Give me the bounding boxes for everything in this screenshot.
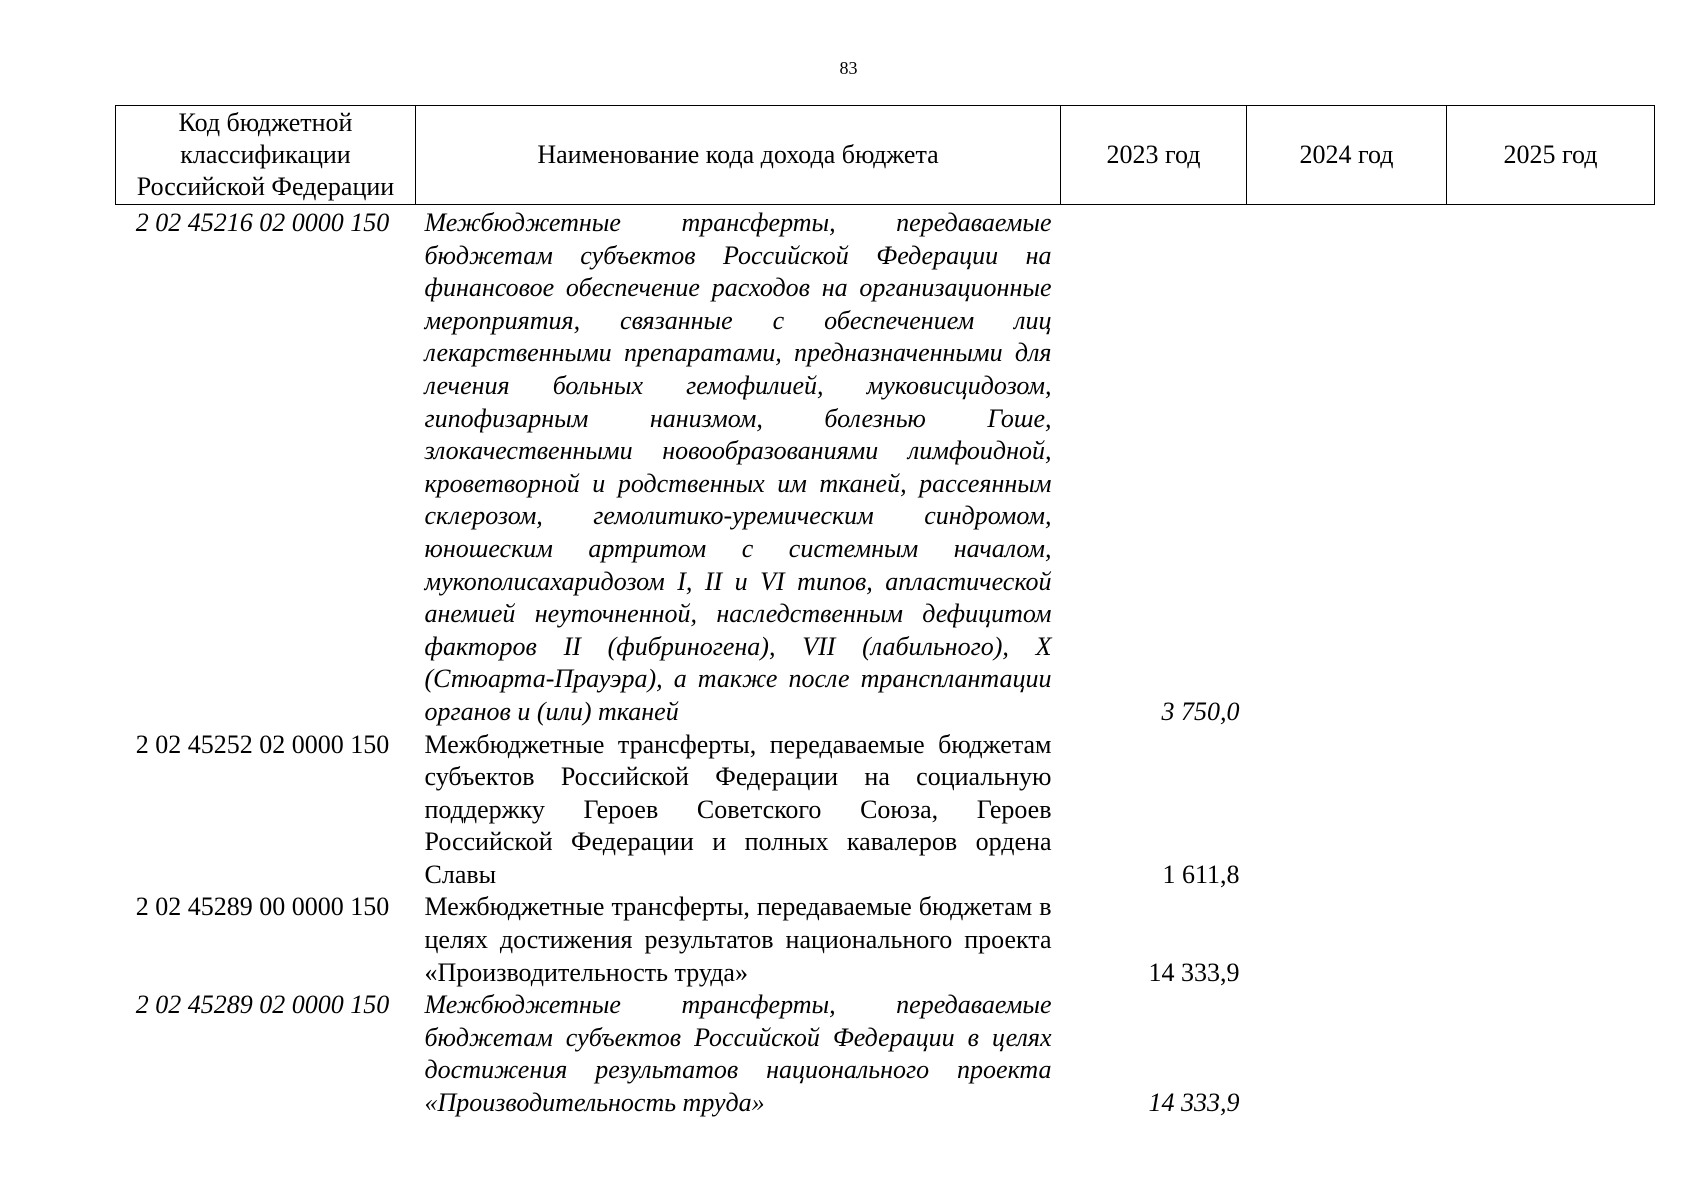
page-number: 83	[839, 58, 858, 78]
row-value-2024	[1247, 729, 1447, 892]
row-code: 2 02 45289 00 0000 150	[135, 892, 390, 922]
row-value-2023: 14 333,9	[1148, 957, 1240, 987]
row-value-2023: 3 750,0	[1161, 696, 1240, 726]
header-year-2024: 2024 год	[1247, 106, 1447, 205]
row-value-2023: 1 611,8	[1162, 859, 1240, 889]
row-value-2023: 14 333,9	[1148, 1088, 1240, 1118]
row-name: Межбюджетные трансферты, передаваемые бюджетам субъектов Российской Федерации на социальную поддержку Героев Советского Союза, Героев Российской Федерации и полных кавалеров ордена Славы	[424, 729, 1052, 889]
header-year-2023: 2023 год	[1061, 106, 1247, 205]
row-value-2025	[1447, 205, 1655, 729]
row-value-2024	[1247, 891, 1447, 989]
header-budget-code: Код бюджетной классификации Российской Федерации	[116, 106, 416, 205]
row-name: Межбюджетные трансферты, передаваемые бюджетам в целях достижения результатов национального проекта «Производительность труда»	[424, 892, 1052, 987]
table-row	[116, 891, 1655, 989]
table-row	[116, 989, 1655, 1119]
row-value-2024	[1247, 989, 1447, 1119]
row-value-2025	[1447, 891, 1655, 989]
row-code: 2 02 45252 02 0000 150	[135, 729, 390, 759]
table-row	[116, 205, 1655, 729]
header-year-2025: 2025 год	[1447, 106, 1655, 205]
row-name: Межбюджетные трансферты, передаваемые бюджетам субъектов Российской Федерации на финансовое обеспечение расходов на организационные мероприятия, связанные с обеспечением лиц лекарственными препаратами, предназначенными для лечения больных гемофилией, муковисцидозом, гипофизарным нанизмом, болезнью Гоше, злокачественными новообразованиями лимфоидной, кроветворной и родственных им тканей, рассеянным склерозом, гемолитико-уремическим синдромом, юношеским артритом с системным началом, мукополисахаридозом I, II и VI типов, апластической анемией неуточненной, наследственным дефицитом факторов II (фибриногена), VII (лабильного), X (Стюарта-Прауэра), а также после трансплантации органов и (или) тканей	[424, 208, 1052, 726]
row-code: 2 02 45289 02 0000 150	[135, 990, 390, 1020]
table-header-row	[116, 106, 1655, 205]
row-value-2025	[1447, 989, 1655, 1119]
header-revenue-name: Наименование кода дохода бюджета	[416, 106, 1061, 205]
row-value-2025	[1447, 729, 1655, 892]
row-value-2024	[1247, 205, 1447, 729]
table-row	[116, 729, 1655, 892]
budget-revenue-table	[115, 105, 1655, 1120]
row-code: 2 02 45216 02 0000 150	[135, 208, 390, 237]
row-name: Межбюджетные трансферты, передаваемые бюджетам субъектов Российской Федерации в целях достижения результатов национального проекта «Производительность труда»	[424, 990, 1052, 1118]
